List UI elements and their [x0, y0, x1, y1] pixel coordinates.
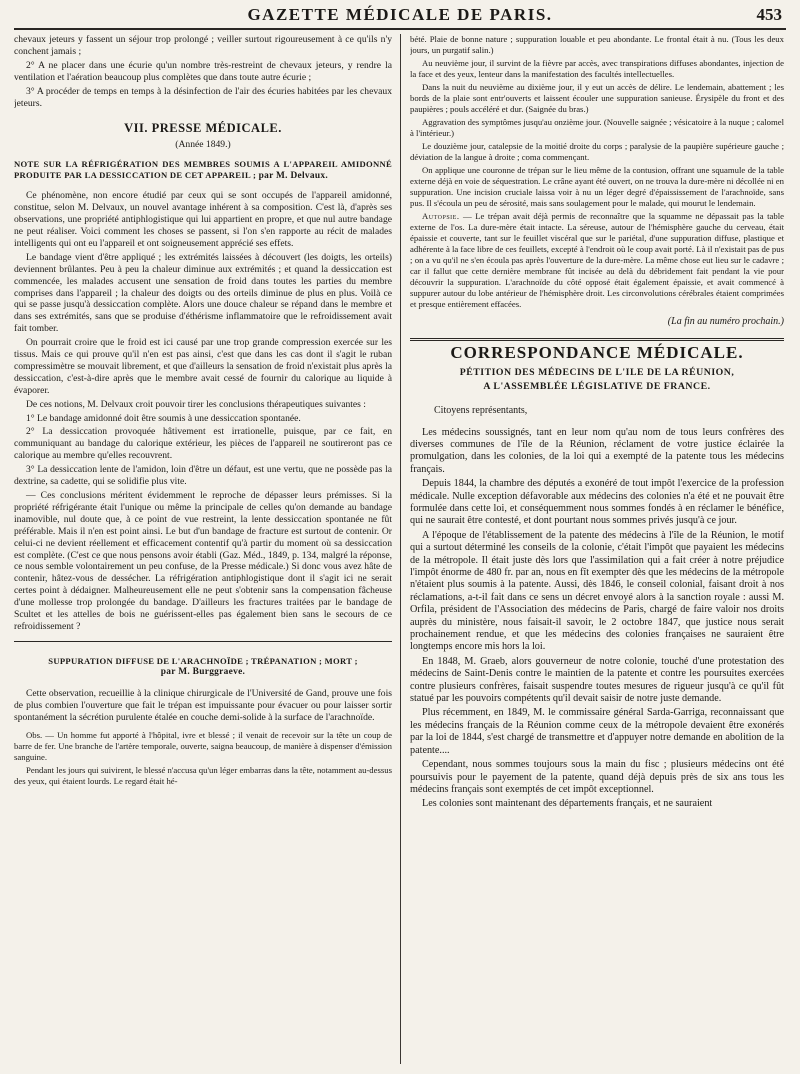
paragraph: De ces notions, M. Delvaux croit pouvoir tirer les conclusions thérapeutiques suivantes :: [26, 398, 366, 410]
paragraph: Les colonies sont maintenant des départements français, et ne sauraient: [422, 798, 713, 810]
conclusion-item: 2° La dessiccation provoquée hâtivement est irrationelle, puisque, par ce fait, en communiquant au bandage du calorique extérieur, les pièces de l'appareil ne soutireront pas ce calorique au membre qu'elles recouvrent.: [14, 426, 392, 462]
paragraph: A l'époque de l'établissement de la patente des médecins à l'île de la Réunion, le motif qui a surtout déterminé les conseils de la colonie, c'était l'impôt que payaient les médecins de la métropole. Il était juste dès lors que l'assimilation qui a fait créer à notre préjudice l'impôt énorme de 480 fr. par an, nous en fît exempter dès que les médecins de la métropole n'étaient plus soumis à la patente. Aussi, dès 1846, le conseil colonial, faisant droit à nos réclamations, a-t-il fait dans ce sens un décret envoyé alors à la sanction royale : aussi M. Orfila, président de l'Association des médecins de Paris, chargé de faire valoir nos droits auprès du ministère, nous faisait-il savoir, le 2 octobre 1847, que justice nous serait prochainement rendue, et que les médecins des colonies françaises ne sauraient être longtemps encore mis hors la loi.: [410, 529, 784, 653]
salutation: Citoyens représentants,: [434, 404, 528, 416]
section-separator: [410, 338, 784, 341]
autopsy-paragraph: [410, 211, 784, 310]
paragraph: — Ces conclusions méritent évidemment le reproche de dépasser leurs prémisses. Si la propriété réfrigérante était l'unique ou même la principale de celles qu'on demande au bandage inamovible, nul doute que, à ce point de vue restreint, la lente dessiccation spontanée ne fût préférable. Mais il n'en est point ainsi. Le but d'un bandage de fracture est surtout de contenir. Or celui-ci ne devient réellement et efficacement contentif qu'à partir du moment où sa dessiccation est complète. (C'est ce que nous pensons avoir établi (Gaz. Méd., 1849, p. 134, malgré la réponse, ce nous semble volontairement un peu confuse, de la Presse médicale.) Si donc vous avez hâte de contenir, hâtez-vous de dessécher. La réfrigération antiphlogistique dont il s'agit ici ne serait certes point à dédaigner. Malheureusement elle ne peut s'obtenir sans la compensation fâcheuse d'une mollesse trop prolongée du bandage. D'ailleurs les fractures traitées par le bandage de Scultet et les attelles de bois ne guérissent-elles pas également bien sans le secours de ce refroidissement ?: [14, 490, 392, 632]
paragraph: Les médecins soussignés, tant en leur nom qu'au nom de tous leurs confrères des diverses communes de l'île de la Réunion, réclament de votre justice éclairée la promulgation, dans les colonies, de la loi qui a exempté de la patente tous les médecins français.: [410, 426, 784, 475]
paragraph: Plus récemment, en 1849, M. le commissaire général Sarda-Garriga, reconnaissant que les médecins français de la Réunion comme ceux de la métropole devaient être exonérés par la loi de 1844, s'est chargé de transmettre et d'appuyer notre demande en abolition de la patente....: [410, 707, 784, 756]
header-rule: [14, 28, 786, 30]
article-title: [14, 656, 392, 678]
continued-note: (La fin au numéro prochain.): [667, 316, 784, 327]
masthead: [0, 0, 800, 30]
observation-paragraph: Pendant les jours qui suivirent, le blessé n'accusa qu'un léger embarras dans la tête, notamment au-dessus des yeux, qui étaient lourds. Le regard était hé-: [14, 764, 392, 786]
paragraph: Ce phénomène, non encore étudié par ceux qui se sont occupés de l'appareil amidonné, constitue, selon M. Delvaux, un nouvel avantage inhérent à sa composition. C'est là, d'après ses observations, une propriété antiphlogistique qui lui appartient en propre, et que nul autre bandage ne peut réaliser. Voici comment les choses se passent, si l'on s'en rapporte au récit de malades intelligents qui ont eu l'appareil et ont soigneusement apprécié ses effets.: [14, 190, 392, 249]
article-title-text: SUPPURATION DIFFUSE DE L'ARACHNOÏDE ; TRÉPANATION ; MORT ;: [48, 655, 358, 666]
article-title-text: NOTE SUR LA RÉFRIGÉRATION DES MEMBRES SOUMIS A L'APPAREIL AMIDONNÉ PRODUITE PAR LA DESSICCATION DE CET APPAREIL ;: [14, 159, 392, 181]
article-author: par M. Burggraeve.: [160, 666, 246, 677]
petition-subtitle: A L'ASSEMBLÉE LÉGISLATIVE DE FRANCE.: [483, 380, 711, 392]
conclusion-item: 3° La dessiccation lente de l'amidon, loin d'être un défaut, est une vertu, que ne possède pas la dextrine, sa cadette, qui se solidifie plus vite.: [14, 464, 392, 488]
autopsy-text: — Le trépan avait déjà permis de reconnaître que la squamme ne dépassait pas la table externe de l'os. La dure-mère était intacte. La séreuse, autour de l'hémisphère gauche du cerveau, était épaissie et couverte, tant sur le feuillet viscéral que sur le pariétal, d'une suppuration diffuse, plastique et adhérente à la face libre de ces feuillets, excepté à l'endroit où le coup avait porté. Là il n'existait pas de pus ; on a vu qu'il ne s'en écoula pas après l'ouverture de la dure-mère. La même chose eut lieu sur le cadavre ; car il fallut que cette dernière membrane fût incisée au delà du débridement fait pendant la vie pour découvrir la suppuration. L'arachnoïde du côté opposé était également épaissie, et avait commencé à suppurer autour du lobe antérieur de l'hémisphère droit. Les circonvolutions cérébrales étaient comprimées et presque entièrement effacées.: [410, 211, 784, 309]
right-column: [410, 34, 784, 1064]
observation-paragraph: Dans la nuit du neuvième au dixième jour, il y eut un accès de délire. Le lendemain, abattement ; les bords de la plaie sont entr'ouverts et laissent écouler une suppuration sanieuse. Érysipèle du front et des paupières ; pouls accéléré et dur. (Saignée du bras.): [410, 82, 784, 114]
observation-paragraph: Aggravation des symptômes jusqu'au onzième jour. (Nouvelle saignée ; vésicatoire à la nuque ; calomel à l'intérieur.): [410, 117, 784, 138]
journal-title: GAZETTE MÉDICALE DE PARIS.: [247, 5, 553, 24]
paragraph: chevaux jeteurs y fassent un séjour trop prolongé ; veiller surtout rigoureusement à ce qu'ils n'y conchent jamais ;: [14, 34, 392, 57]
autopsy-label: Autopsie.: [422, 211, 460, 221]
correspondence-heading: CORRESPONDANCE MÉDICALE.: [450, 342, 744, 362]
paragraph: 2° A ne placer dans une écurie qu'un nombre très-restreint de chevaux jeteurs, y rendre la ventilation et l'aération beaucoup plus complètes que dans toute autre écurie ;: [14, 59, 392, 83]
paragraph: Cependant, nous sommes toujours sous la main du fisc ; plusieurs médecins ont été poursuivis pour le payement de la patente, quand déjà depuis près de six ans tous les médecins français sont exemptés de cet impôt exceptionnel.: [410, 759, 784, 795]
paragraph: Cette observation, recueillie à la clinique chirurgicale de l'Université de Gand, prouve une fois de plus combien l'ouverture que fait le trépan est impuissante pour évacuer ou pour laisser sortir spontanément la sécrétion purulente étalée en couche demi-solide à la surface de l'arachnoïde.: [14, 687, 392, 723]
paragraph: On pourrait croire que le froid est ici causé par une trop grande compression exercée sur les tissus. Mais ce qui prouve qu'il n'en est pas ainsi, c'est que dans les cas dont il s'agit le ruban compressimètre se mouvait librement, et que d'ailleurs la sensation de froid n'existait plus après la dessiccation, c'est-à-dire après que le membre avait cessé de fournir du calorique au liquide à évaporer.: [14, 337, 392, 396]
article-author: par M. Delvaux.: [258, 171, 329, 182]
page-number: 453: [756, 5, 782, 24]
section-heading: VII. PRESSE MÉDICALE.: [124, 121, 282, 136]
observation-paragraph: On applique une couronne de trépan sur le lieu même de la contusion, offrant une squamule de la table externe déjà en voie de séquestration. Le crâne ayant été ouvert, on ne trouva la dure-mère ni décollée ni en suppuration. Une incision cruciale laissa voir à nu un léger degré d'épaississement de l'arachnoïde, sans pus. Il s'écoula un peu de sérosité, mais sans soulagement pour le malade, qui mourut le lendemain.: [410, 165, 784, 208]
article-title: [14, 159, 392, 182]
conclusion-item: 1° Le bandage amidonné doit être soumis à une dessiccation spontanée.: [26, 412, 301, 424]
left-column: [14, 34, 392, 1064]
paragraph: 3° A procéder de temps en temps à la désinfection de l'air des écuries habitées par les chevaux jeteurs.: [14, 85, 392, 109]
petition-title: PÉTITION DES MÉDECINS DE L'ILE DE LA RÉUNION,: [459, 366, 735, 378]
observation-paragraph: Le douzième jour, catalepsie de la moitié droite du corps ; paralysie de la paupière supérieure gauche ; déviation de la langue à droite ; coma commençant.: [410, 141, 784, 162]
observation-paragraph: Obs. — Un homme fut apporté à l'hôpital, ivre et blessé ; il venait de recevoir sur la tête un coup de barre de fer. Une branche de l'artère temporale, ouverte, saigna beaucoup, de manière à dispenser d'émission sanguine.: [14, 729, 392, 762]
paragraph: Le bandage vient d'être appliqué ; les extrémités laissées à découvert (les doigts, les orteils) deviennent brûlantes. Peu à peu la chaleur diminue aux extrémités ; et quand la dessiccation est commencée, les malades accusent une sensation de froid dans toutes les parties du membre comprises dans l'appareil ; la chaleur des doigts ou des orteils diminue de plus en plus. Voilà ce qui se passe jusqu'à dessiccation complète. Alors une douce chaleur se répand dans le membre et dans ses extrémités, sans que se produise d'éthérisme inflammatoire que le refroidissement avait fait tomber.: [14, 251, 392, 335]
section-year: (Année 1849.): [175, 139, 231, 151]
observation-paragraph: bété. Plaie de bonne nature ; suppuration louable et peu abondante. Le frontal était à nu. (Tous les deux jours, un purgatif salin.): [410, 34, 784, 55]
column-divider: [400, 34, 401, 1064]
article-separator: [14, 641, 392, 642]
observation-paragraph: Au neuvième jour, il survint de la fièvre par accès, avec transpirations diffuses abondantes, injection de la face et des yeux, lenteur dans la manifestation des facultés intellectuelles.: [410, 58, 784, 79]
paragraph: En 1848, M. Graeb, alors gouverneur de notre colonie, touché d'une protestation des médecins de Saint-Denis contre le maintien de la patente et contre les poursuites exercées contre plusieurs confrères, faisait suspendre toutes mesures de rigueur jusqu'à ce qu'il fût statué par les pouvoirs compétents qu'il devait saisir de notre juste demande.: [410, 655, 784, 705]
paragraph: Depuis 1844, la chambre des députés a exonéré de tout impôt l'exercice de la profession médicale. Nulle exception défavorable aux médecins des colonies n'a été et ne pouvait être formulée dans cette loi, et conséquemment nous sommes fondés à en réclamer le bénéfice, qui ne saurait être contesté, et dont pourtant nous sommes privés jusqu'à ce jour.: [410, 478, 784, 527]
